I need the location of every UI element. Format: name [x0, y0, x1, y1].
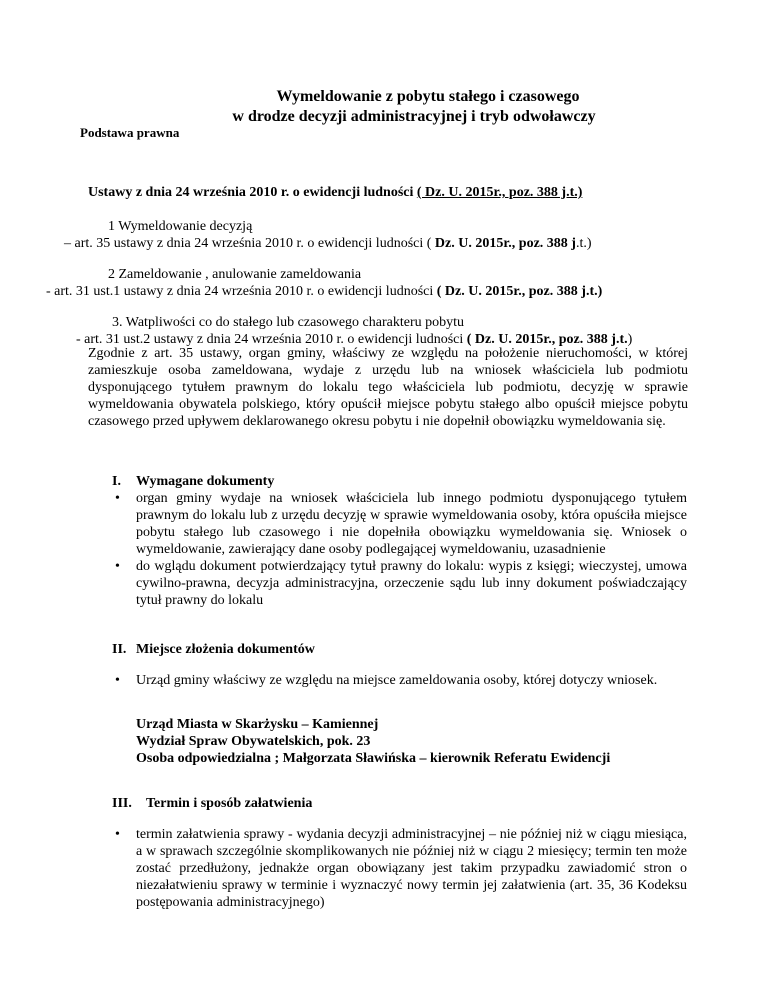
office-responsible-person: Osoba odpowiedzialna ; Małgorzata Sławińska – kierownik Referatu Ewidencji: [136, 751, 611, 766]
office-name: Urząd Miasta w Skarżysku – Kamiennej: [136, 717, 379, 732]
section-required-documents: I. Wymagane dokumenty: [112, 474, 275, 489]
section-title: Termin i sposób załatwienia: [146, 796, 313, 811]
legal-item-heading: 2 Zameldowanie , anulowanie zameldowania: [108, 267, 362, 282]
section-title: Miejsce złożenia dokumentów: [136, 642, 315, 657]
bullet-icon: •: [115, 491, 120, 506]
legal-item-text: – art. 35 ustawy z dnia 24 września 2010 r. o ewidencji ludności ( Dz. U. 2015r., poz. 388 j.t.): [64, 236, 592, 251]
legal-item-1: [64, 218, 592, 252]
title-line-1: Wymeldowanie z pobytu stałego i czasowego: [276, 88, 580, 105]
list-item: • do wglądu dokument potwierdzający tytuł prawny do lokalu: wypis z księgi; wieczystej, umowa cywilno-prawna, decyzja administracyjna, orzeczenie sądu lub inny dokument poświadczający tytuł prawny do lokalu: [115, 559, 687, 608]
intro-paragraph: Zgodnie z art. 35 ustawy, organ gminy, właściwy ze względu na położenie nieruchomości, w której zamieszkuje osoba zameldowana, wydaje z urzędu lub na wniosek właściciela lub podmiotu dysponującego tytułem prawnym do lokalu tego właściciela lub podmiotu, decyzję w sprawie wymeldowania obywatela polskiego, który opuścił miejsce pobytu stałego albo opuścił miejsce pobytu czasowego przed upływem deklarowanego okresu pobytu i nie dopełnił obowiązku wymeldowania się.: [88, 346, 688, 429]
act-reference: [88, 184, 582, 201]
legal-item-2: [46, 266, 602, 300]
bullet-icon: •: [115, 673, 120, 688]
bullet-icon: •: [115, 827, 120, 842]
list-item: • organ gminy wydaje na wniosek właściciela lub innego podmiotu dysponującego tytułem prawnym do lokalu lub z urzędu decyzję w sprawie wymeldowania osoby, która opuściła miejsce pobytu stałego lub czasowego i nie dopełniła obowiązku wymeldowania się. Wniosek o wymeldowanie, zawierający dane osoby podlegającej wymeldowaniu, uzasadnienie: [115, 491, 687, 557]
act-journal-ref: ( Dz. U. 2015r., poz. 388 j.t.): [416, 185, 583, 200]
office-department: Wydział Spraw Obywatelskich, pok. 23: [136, 734, 371, 749]
section-submission-place: II. Miejsce złożenia dokumentów: [112, 642, 315, 657]
bullet-icon: •: [115, 559, 120, 574]
deadline-list: [112, 826, 687, 911]
office-contact: [136, 716, 610, 767]
document-title: [0, 87, 768, 127]
section-title: Wymagane dokumenty: [136, 474, 275, 489]
section-deadline: III. Termin i sposób załatwienia: [112, 796, 313, 811]
legal-item-text: - art. 31 ust.2 ustawy z dnia 24 września 2010 r. o ewidencji ludności ( Dz. U. 2015r., poz. 388 j.t.): [76, 332, 633, 347]
legal-item-3: [76, 314, 632, 348]
submission-place-list: [112, 672, 687, 689]
required-documents-list: [112, 490, 687, 609]
act-text: Ustawy z dnia 24 września 2010 r. o ewidencji ludności: [88, 185, 417, 200]
legal-item-heading: 1 Wymeldowanie decyzją: [108, 219, 253, 234]
legal-item-text: - art. 31 ust.1 ustawy z dnia 24 września 2010 r. o ewidencji ludności ( Dz. U. 2015r., poz. 388 j.t.): [46, 284, 603, 299]
legal-item-heading: 3. Watpliwości co do stałego lub czasowego charakteru pobytu: [112, 315, 465, 330]
list-item: • Urząd gminy właściwy ze względu na miejsce zameldowania osoby, której dotyczy wniosek.: [115, 673, 658, 688]
list-item: • termin załatwienia sprawy - wydania decyzji administracyjnej – nie później niż w ciągu miesiąca, a w sprawach szczególnie skomplikowanych nie później niż w ciągu 2 miesięcy; termin ten może zostać przedłużony, jednakże organ obowiązany jest takim przypadku zawiadomić stron o niezałatwieniu sprawy w terminie i wyznaczyć nowy termin jej załatwienia (art. 35, 36 Kodeksu postępowania administracyjnego): [115, 827, 687, 910]
title-line-2: w drodze decyzji administracyjnej i tryb odwoławczy: [232, 108, 596, 125]
legal-basis-label: Podstawa prawna: [80, 125, 180, 140]
